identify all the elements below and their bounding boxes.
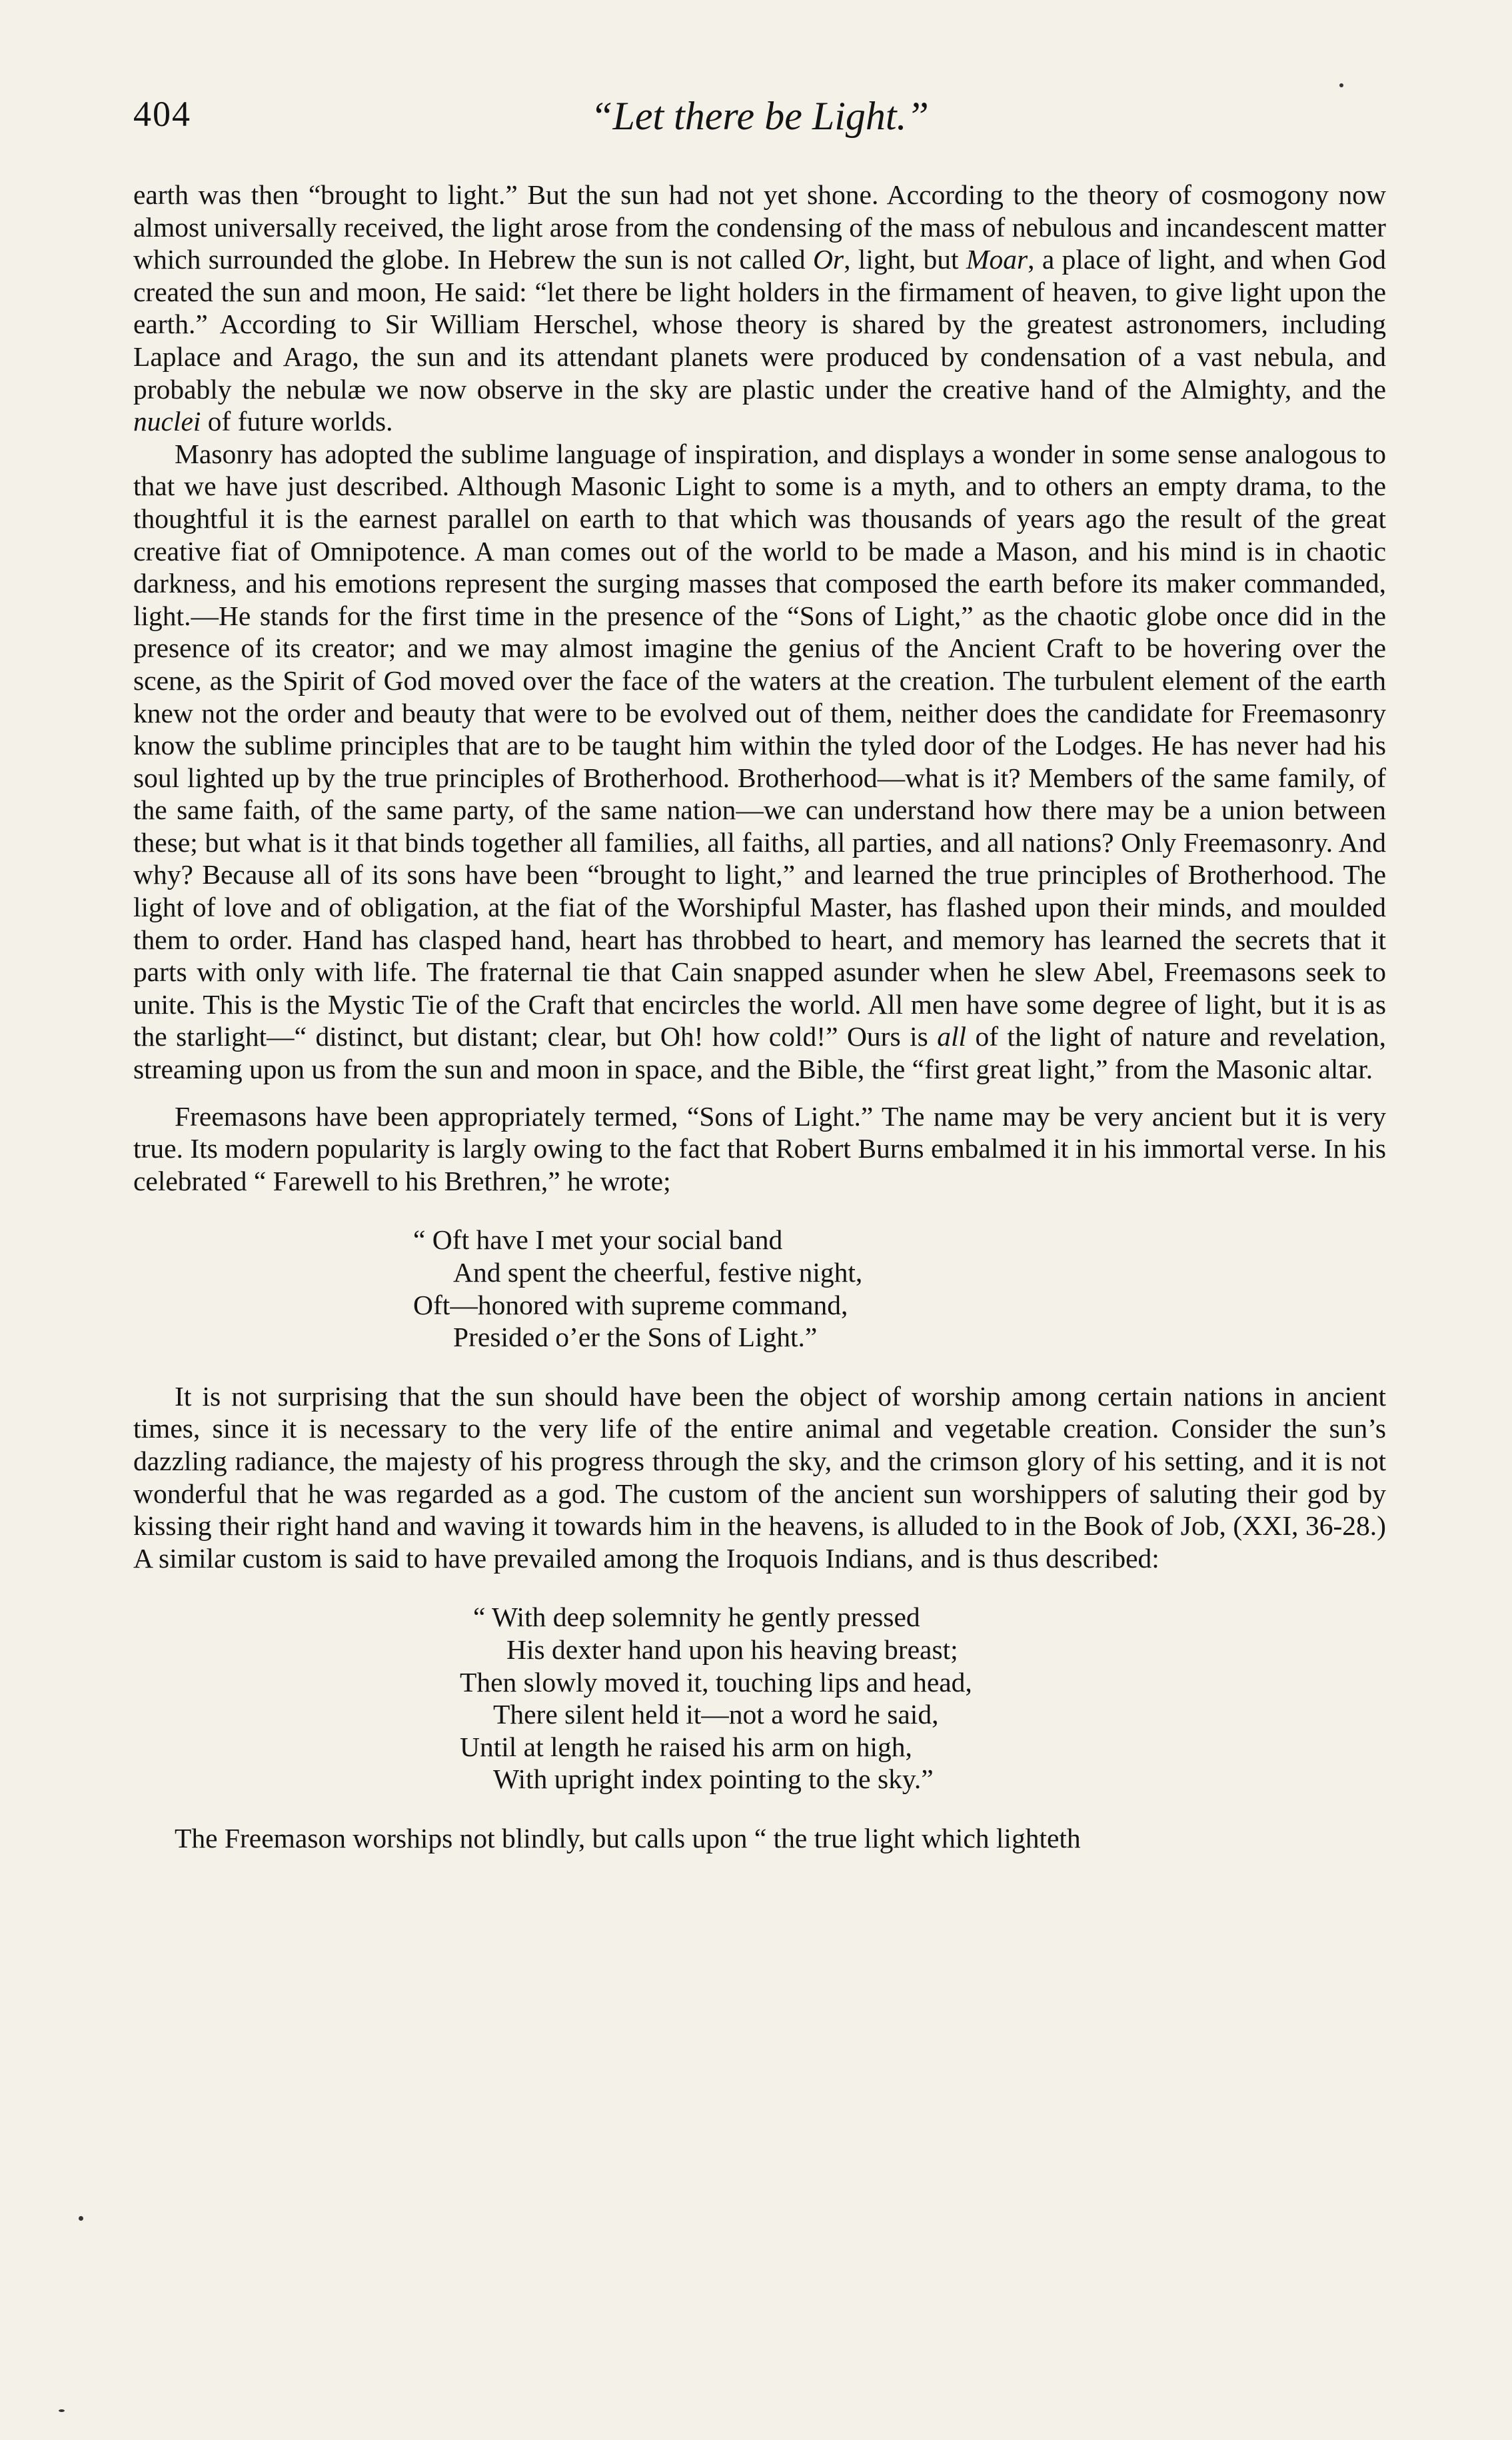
paragraph-sun-worship: It is not surprising that the sun should have been the object of worship among certain nations in ancient times, since it is necessary to the very life of the entire animal and vegetable creation. Consider the sun’s dazzling radiance, the majesty of his progress through the sky, and the crimson glory of his setting, and it is not wonderful that he was regarded as a god. The custom of the ancient sun worshippers of saluting their god by kissing their right hand and waving it towards him in the heavens, is alluded to in the Book of Job, (XXI, 36-28.) A similar custom is said to have prevailed among the Iroquois Indians, and is thus described: xyxy=(133,1380,1386,1574)
text-run: of future worlds. xyxy=(201,406,393,437)
verse-line: Presided o’er the Sons of Light.” xyxy=(453,1322,818,1353)
verse-line: Until at length he raised his arm on high, xyxy=(460,1731,912,1762)
italic-term-moar: Moar xyxy=(966,244,1028,275)
scan-speck xyxy=(79,2216,83,2221)
paragraph-masonry xyxy=(133,438,1386,1086)
scan-speck xyxy=(1339,83,1343,87)
page-header xyxy=(133,93,1386,147)
italic-term-all: all xyxy=(937,1021,967,1052)
text-run: earth was then “brought to light.” But the sun had not yet shone. According to the theory of cosmogony now almost universally received, the light arose from the condensing of the mass of nebulous and incandescent matter which surrounded the globe. In Hebrew the sun is not called xyxy=(133,179,1386,275)
text-run: , a place of light, and when God created the sun and moon, He said: “let there be light holders in the firmament of heaven, to give light upon the earth.” According to Sir William Herschel, whose theory is shared by the greatest astronomers, including Laplace and Arago, the sun and its attendant planets were produced by condensation of a vast nebula, and probably the nebulæ we now observe in the sky are plastic under the creative hand of the Almighty, and the xyxy=(133,244,1387,405)
page-body xyxy=(133,179,1386,1855)
verse-line: “ Oft have I met your social band xyxy=(413,1224,783,1256)
italic-term-or: Or xyxy=(812,244,844,275)
text-run: , light, but xyxy=(844,244,966,275)
text-run: Masonry has adopted the sublime language of inspiration, and displays a wonder in some sense analogous to that we have just described. Although Masonic Light to some is a myth, and to others an empty drama, to the thoughtful it is the earnest parallel on earth to that which was thousands of years ago the result of the great creative fiat of Omnipotence. A man comes out of the world to be made a Mason, and his mind is in chaotic darkness, and his emotions represent the surging masses that composed the earth before its maker commanded, light.—He stands for the first time in the presence of the “Sons of Light,” as the chaotic globe once did in the presence of its creator; and we may almost imagine the genius of the Ancient Craft to be hovering over the scene, as the Spirit of God moved over the face of the waters at the creation. The turbulent element of the earth knew not the order and beauty that were to be evolved out of them, neither does the candidate for Freemasonry know the sublime principles that are to be taught him within the tyled door of the Lodges. He has never had his soul lighted up by the true principles of Brotherhood. Brotherhood—what is it? Members of the same family, of the same faith, of the same party, of the same nation—we can understand how there may be a union between these; but what is it that binds together all families, all faiths, all parties, and all nations? Only Freemasonry. And why? Because all of its sons have been “brought to light,” and learned the true principles of Brotherhood. The light of love and of obligation, at the fiat of the Worshipful Master, has flashed upon their minds, and moulded them to order. Hand has clasped hand, heart has throbbed to heart, and memory has learned the secrets that it parts with only with life. The fraternal tie that Cain snapped asunder when he slew Abel, Freemasons seek to unite. This is the Mystic Tie of the Craft that encircles the world. All men have some degree of light, but it is as the starlight—“ distinct, but distant; clear, but Oh! how cold!” Ours is xyxy=(133,438,1386,1052)
verse-line: Then slowly moved it, touching lips and head, xyxy=(460,1666,972,1698)
verse-line: “ With deep solemnity he gently pressed xyxy=(473,1602,920,1633)
verse-burns xyxy=(133,1224,1386,1353)
page-number: 404 xyxy=(133,94,191,134)
paragraph-cosmogony xyxy=(133,179,1386,438)
italic-term-nuclei: nuclei xyxy=(133,406,201,437)
text-run: of the light of nature and revelation, streaming upon us from the sun and moon in space, and the Bible, the “first great light,” from the Masonic altar. xyxy=(133,1021,1386,1085)
verse-line: With upright index pointing to the sky.” xyxy=(493,1764,934,1795)
verse-line: There silent held it—not a word he said, xyxy=(493,1699,939,1730)
paragraph-sons-of-light: Freemasons have been appropriately termed, “Sons of Light.” The name may be very ancient but it is very true. Its modern popularity is largly owing to the fact that Robert Burns embalmed it in his immortal verse. In his celebrated “ Farewell to his Brethren,” he wrote; xyxy=(133,1100,1386,1196)
running-title: “Let there be Light.” xyxy=(590,94,929,138)
paragraph-freemason-worships: The Freemason worships not blindly, but calls upon “ the true light which lighteth xyxy=(175,1822,1081,1853)
verse-iroquois xyxy=(133,1601,1386,1796)
verse-line: And spent the cheerful, festive night, xyxy=(453,1257,863,1288)
verse-line: Oft—honored with supreme command, xyxy=(413,1289,848,1320)
verse-line: His dexter hand upon his heaving breast; xyxy=(506,1634,958,1665)
scan-speck xyxy=(59,2409,65,2412)
